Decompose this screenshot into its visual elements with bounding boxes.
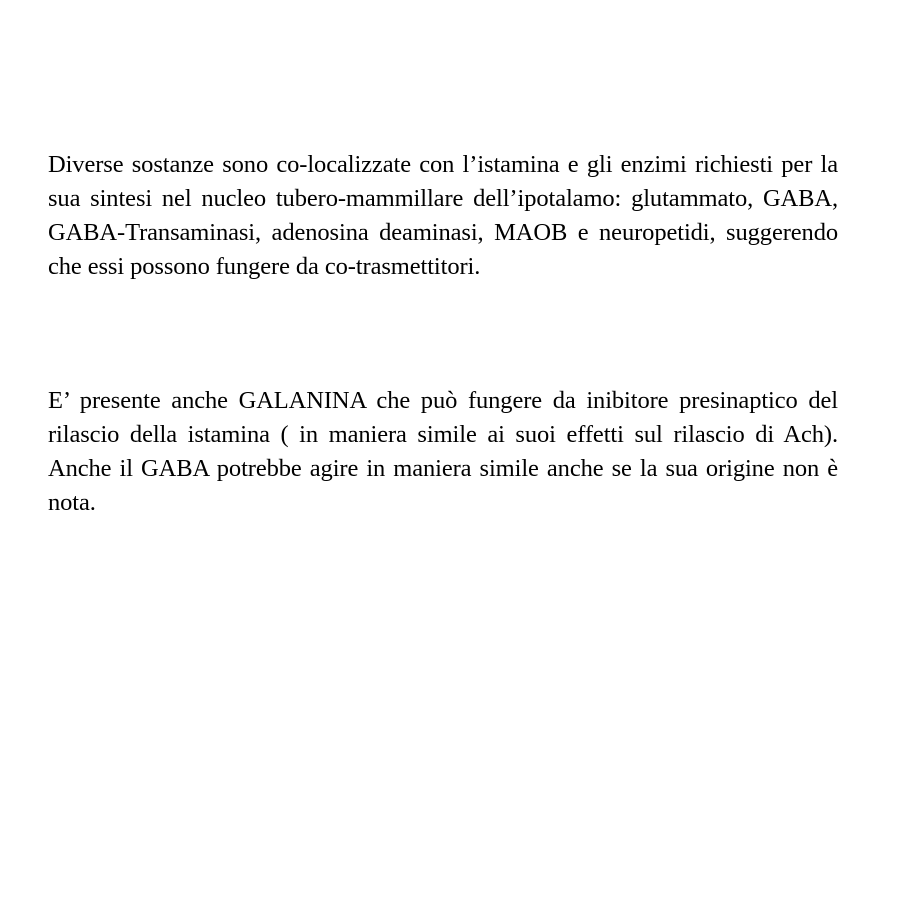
paragraph-galanin: E’ presente anche GALANINA che può fungere da inibitore presinaptico del rilascio della istamina ( in maniera simile ai suoi effetti sul rilascio di Ach). Anche il GABA potrebbe agire in maniera simile anche se la sua origine non è nota. [48,387,838,516]
paragraph-colocalized-substances: Diverse sostanze sono co-localizzate con l’istamina e gli enzimi richiesti per la sua sintesi nel nucleo tubero-mammillare dell’ipotalamo: glutammato, GABA, GABA-Transaminasi, adenosina deaminasi, MAOB e neuropetidi, suggerendo che essi possono fungere da co-trasmettitori. [48,151,838,280]
